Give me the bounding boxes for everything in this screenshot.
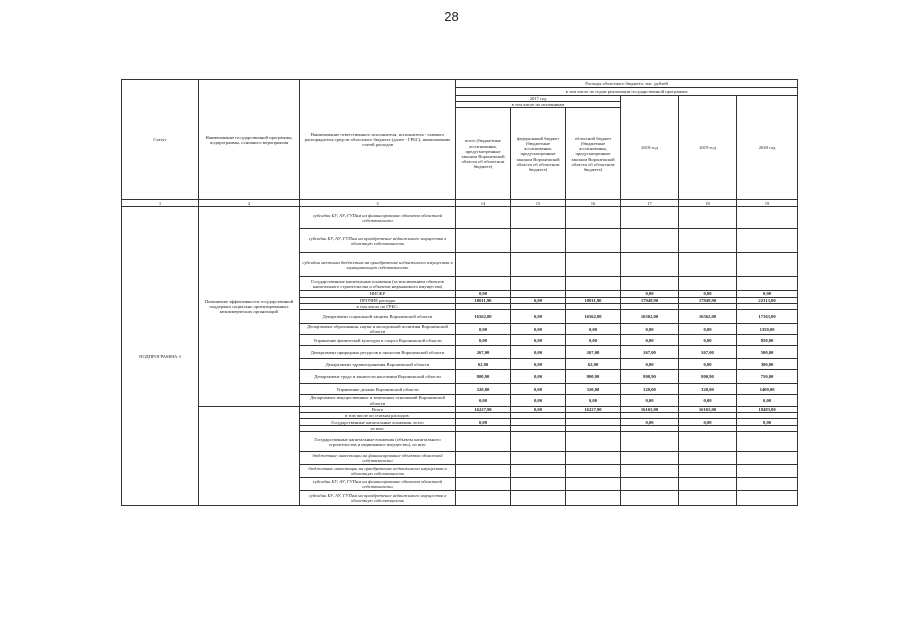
value-cell: 1400,00 — [737, 384, 798, 395]
value-cell: 0,00 — [621, 291, 679, 297]
value-cell: 16562,00 — [679, 310, 737, 324]
header-total: всего (бюджетные ассигнования, предусмотренные законом Воронежской области об областном бюджете) — [456, 108, 511, 200]
value-cell: 800,90 — [456, 370, 511, 384]
value-cell — [456, 432, 511, 452]
value-cell — [737, 491, 798, 506]
value-cell — [621, 207, 679, 229]
value-cell: 16165,00 — [621, 406, 679, 412]
value-cell — [679, 432, 737, 452]
value-cell — [456, 491, 511, 506]
value-cell: 16562,00 — [621, 310, 679, 324]
budget-table — [121, 79, 798, 506]
value-cell — [511, 452, 566, 465]
value-cell — [737, 277, 798, 291]
value-cell — [621, 478, 679, 491]
value-cell: 18011,90 — [456, 297, 511, 303]
header-by-years: в том числе по годам реализации государственной программы — [456, 88, 798, 96]
row-label: Государственные капитальные вложения, всего — [300, 419, 456, 426]
value-cell: 0,00 — [511, 335, 566, 346]
value-cell — [456, 207, 511, 229]
value-cell — [456, 452, 511, 465]
value-cell — [621, 277, 679, 291]
value-cell — [737, 207, 798, 229]
value-cell — [621, 465, 679, 478]
value-cell — [737, 478, 798, 491]
value-cell: 0,00 — [456, 335, 511, 346]
value-cell — [679, 253, 737, 277]
value-cell: 800,90 — [621, 370, 679, 384]
row-label: субсидии местным бюджетам на приобретение недвижимого имущества в муниципальную собственность — [300, 253, 456, 277]
value-cell — [566, 465, 621, 478]
value-cell: 62,00 — [456, 359, 511, 370]
row-label: Департамент имущественных и земельных отношений Воронежской области — [300, 395, 456, 406]
value-cell: 0,00 — [621, 395, 679, 406]
value-cell: 0,00 — [511, 384, 566, 395]
value-cell — [679, 465, 737, 478]
row-label: Департамент природных ресурсов и экологии Воронежской области — [300, 346, 456, 359]
value-cell: 267,00 — [679, 346, 737, 359]
col-number: 14 — [456, 200, 511, 207]
value-cell: 16562,00 — [566, 310, 621, 324]
value-cell — [511, 229, 566, 253]
value-cell — [511, 432, 566, 452]
value-cell — [511, 491, 566, 506]
value-cell: 0,00 — [679, 419, 737, 426]
value-cell: 0,00 — [511, 297, 566, 303]
value-cell: 850,00 — [737, 335, 798, 346]
row-label: в том числе по статьям расходов: — [300, 413, 456, 419]
header-executor-name: Наименование ответственного исполнителя, исполнителя - главного распорядителя средств областного бюджета (далее - ГРБС), наименование статей расходов — [300, 80, 456, 200]
value-cell: 0,00 — [621, 359, 679, 370]
column-numbers-row — [122, 200, 798, 207]
value-cell: 320,00 — [456, 384, 511, 395]
value-cell — [456, 465, 511, 478]
value-cell — [511, 419, 566, 426]
value-cell: 0,00 — [679, 335, 737, 346]
value-cell: 0,00 — [679, 291, 737, 297]
row-label: Государственные капитальные вложения (за исключением объектов капитального строительства и объектов недвижимого имущества) — [300, 277, 456, 291]
row-label: Департамент образования, науки и молодежной политики Воронежской области — [300, 324, 456, 335]
value-cell: 0,00 — [511, 324, 566, 335]
value-cell: 300,00 — [737, 359, 798, 370]
row-label: ПРОЧИЕ расходы — [300, 297, 456, 303]
value-cell — [737, 229, 798, 253]
row-label: субсидии БУ, АУ, ГУПам на финансирование объектов областной собственности — [300, 207, 456, 229]
header-program-name: Наименование государственной программы, подпрограммы, основного мероприятия — [199, 80, 300, 200]
value-cell: 17949,90 — [621, 297, 679, 303]
value-cell — [566, 432, 621, 452]
value-cell: 267,00 — [566, 346, 621, 359]
value-cell: 18483,00 — [737, 406, 798, 412]
value-cell: 267,00 — [456, 346, 511, 359]
value-cell: 320,00 — [621, 384, 679, 395]
value-cell — [679, 491, 737, 506]
row-label: из них: — [300, 426, 456, 432]
value-cell: 0,00 — [621, 324, 679, 335]
col-number: 3 — [300, 200, 456, 207]
col-number: 1 — [122, 200, 199, 207]
value-cell: 267,00 — [621, 346, 679, 359]
value-cell — [621, 432, 679, 452]
row-label: субсидии БУ, АУ, ГУПам на приобретение недвижимого имущества в областную собственность — [300, 491, 456, 506]
subprogram-name: Повышение эффективности государственной поддержки социально ориентированных некоммерческих организаций — [199, 207, 300, 406]
value-cell — [621, 253, 679, 277]
row-label: в том числе по ГРБС: — [300, 303, 456, 309]
value-cell: 0,00 — [566, 395, 621, 406]
value-cell: 18011,90 — [566, 297, 621, 303]
value-cell: 0,00 — [511, 359, 566, 370]
value-cell — [456, 253, 511, 277]
value-cell: 320,00 — [566, 384, 621, 395]
value-cell — [511, 253, 566, 277]
value-cell: 62,00 — [566, 359, 621, 370]
value-cell — [737, 432, 798, 452]
header-by-sources: в том числе по источникам — [456, 102, 621, 108]
row-label: Департамент здравоохранения Воронежской области — [300, 359, 456, 370]
value-cell: 17163,00 — [737, 310, 798, 324]
col-number: 15 — [511, 200, 566, 207]
value-cell: 800,90 — [679, 370, 737, 384]
page-number: 28 — [444, 9, 459, 24]
value-cell: 0,00 — [456, 291, 511, 297]
value-cell: 22313,00 — [737, 297, 798, 303]
row-label: НИОКР — [300, 291, 456, 297]
value-cell: 16562,00 — [456, 310, 511, 324]
value-cell — [679, 229, 737, 253]
value-cell — [737, 465, 798, 478]
value-cell — [566, 419, 621, 426]
row-label: бюджетные инвестиции на финансирование объектов областной собственности — [300, 452, 456, 465]
col-number: 18 — [679, 200, 737, 207]
value-cell — [679, 478, 737, 491]
value-cell — [566, 229, 621, 253]
col-number: 2 — [199, 200, 300, 207]
value-cell: 0,00 — [737, 419, 798, 426]
value-cell: 500,00 — [737, 346, 798, 359]
col-number: 16 — [566, 200, 621, 207]
value-cell: 0,00 — [511, 395, 566, 406]
col-number: 17 — [621, 200, 679, 207]
value-cell — [621, 491, 679, 506]
value-cell: 0,00 — [511, 346, 566, 359]
value-cell — [566, 478, 621, 491]
value-cell — [737, 253, 798, 277]
value-cell — [566, 207, 621, 229]
value-cell: 17949,90 — [679, 297, 737, 303]
subprogram-status: ПОДПРОГРАММА 3 — [122, 207, 199, 506]
value-cell — [679, 452, 737, 465]
value-cell: 0,00 — [679, 359, 737, 370]
value-cell — [621, 229, 679, 253]
value-cell: 16227,90 — [456, 406, 511, 412]
value-cell — [511, 478, 566, 491]
col-number: 19 — [737, 200, 798, 207]
value-cell — [456, 478, 511, 491]
value-cell — [621, 452, 679, 465]
value-cell — [566, 277, 621, 291]
value-cell: 0,00 — [511, 370, 566, 384]
value-cell: 1350,00 — [737, 324, 798, 335]
value-cell: 0,00 — [679, 395, 737, 406]
value-cell — [679, 277, 737, 291]
row-label: Государственные капитальные вложения (объекты капитального строительства и недвижимое имущество), из них: — [300, 432, 456, 452]
value-cell — [566, 452, 621, 465]
value-cell — [679, 207, 737, 229]
header-2018: 2018 год — [621, 96, 679, 200]
value-cell: 0,00 — [737, 395, 798, 406]
value-cell: 0,00 — [456, 395, 511, 406]
row-label: Департамент труда и занятости населения Воронежской области — [300, 370, 456, 384]
table-row — [122, 207, 798, 229]
row-label: Департамент социальной защиты Воронежской области — [300, 310, 456, 324]
row-label: субсидии БУ, АУ, ГУПам на финансирование объектов областной собственности — [300, 478, 456, 491]
empty-cell — [199, 406, 300, 506]
value-cell — [456, 277, 511, 291]
header-2020: 2020 год — [737, 96, 798, 200]
value-cell: 0,00 — [456, 419, 511, 426]
value-cell — [511, 465, 566, 478]
value-cell: 800,90 — [566, 370, 621, 384]
row-label: Управление делами Воронежской области — [300, 384, 456, 395]
header-status: Статус — [122, 80, 199, 200]
value-cell: 750,00 — [737, 370, 798, 384]
value-cell: 0,00 — [456, 324, 511, 335]
value-cell: 0,00 — [737, 291, 798, 297]
value-cell: 0,00 — [621, 335, 679, 346]
row-label: бюджетные инвестиции на приобретение недвижимого имущества в областную собственность — [300, 465, 456, 478]
header-federal: федеральный бюджет (бюджетные ассигнования, предусмотренные законом Воронежской области об областном бюджете) — [511, 108, 566, 200]
value-cell — [456, 229, 511, 253]
value-cell: 0,00 — [511, 310, 566, 324]
row-label: субсидии БУ, АУ, ГУПам на приобретение недвижимого имущества в областную собственность — [300, 229, 456, 253]
value-cell: 0,00 — [679, 324, 737, 335]
value-cell: 0,00 — [566, 324, 621, 335]
value-cell — [737, 452, 798, 465]
value-cell — [566, 253, 621, 277]
header-2019: 2019 год — [679, 96, 737, 200]
header-expenses: Расходы областного бюджета, тыс. рублей — [456, 80, 798, 88]
header-regional: областной бюджет (бюджетные ассигнования, предусмотренные законом Воронежской области об областном бюджете) — [566, 108, 621, 200]
header-year-2017: 2017 год — [456, 96, 621, 102]
value-cell: 320,00 — [679, 384, 737, 395]
value-cell — [511, 207, 566, 229]
row-label: Всего — [300, 406, 456, 412]
value-cell — [566, 491, 621, 506]
value-cell: 16227,90 — [566, 406, 621, 412]
value-cell: 16165,00 — [679, 406, 737, 412]
value-cell: 0,00 — [621, 419, 679, 426]
row-label: Управление физической культуры и спорта Воронежской области — [300, 335, 456, 346]
value-cell — [511, 277, 566, 291]
value-cell: 0,00 — [566, 335, 621, 346]
value-cell: 0,00 — [511, 406, 566, 412]
